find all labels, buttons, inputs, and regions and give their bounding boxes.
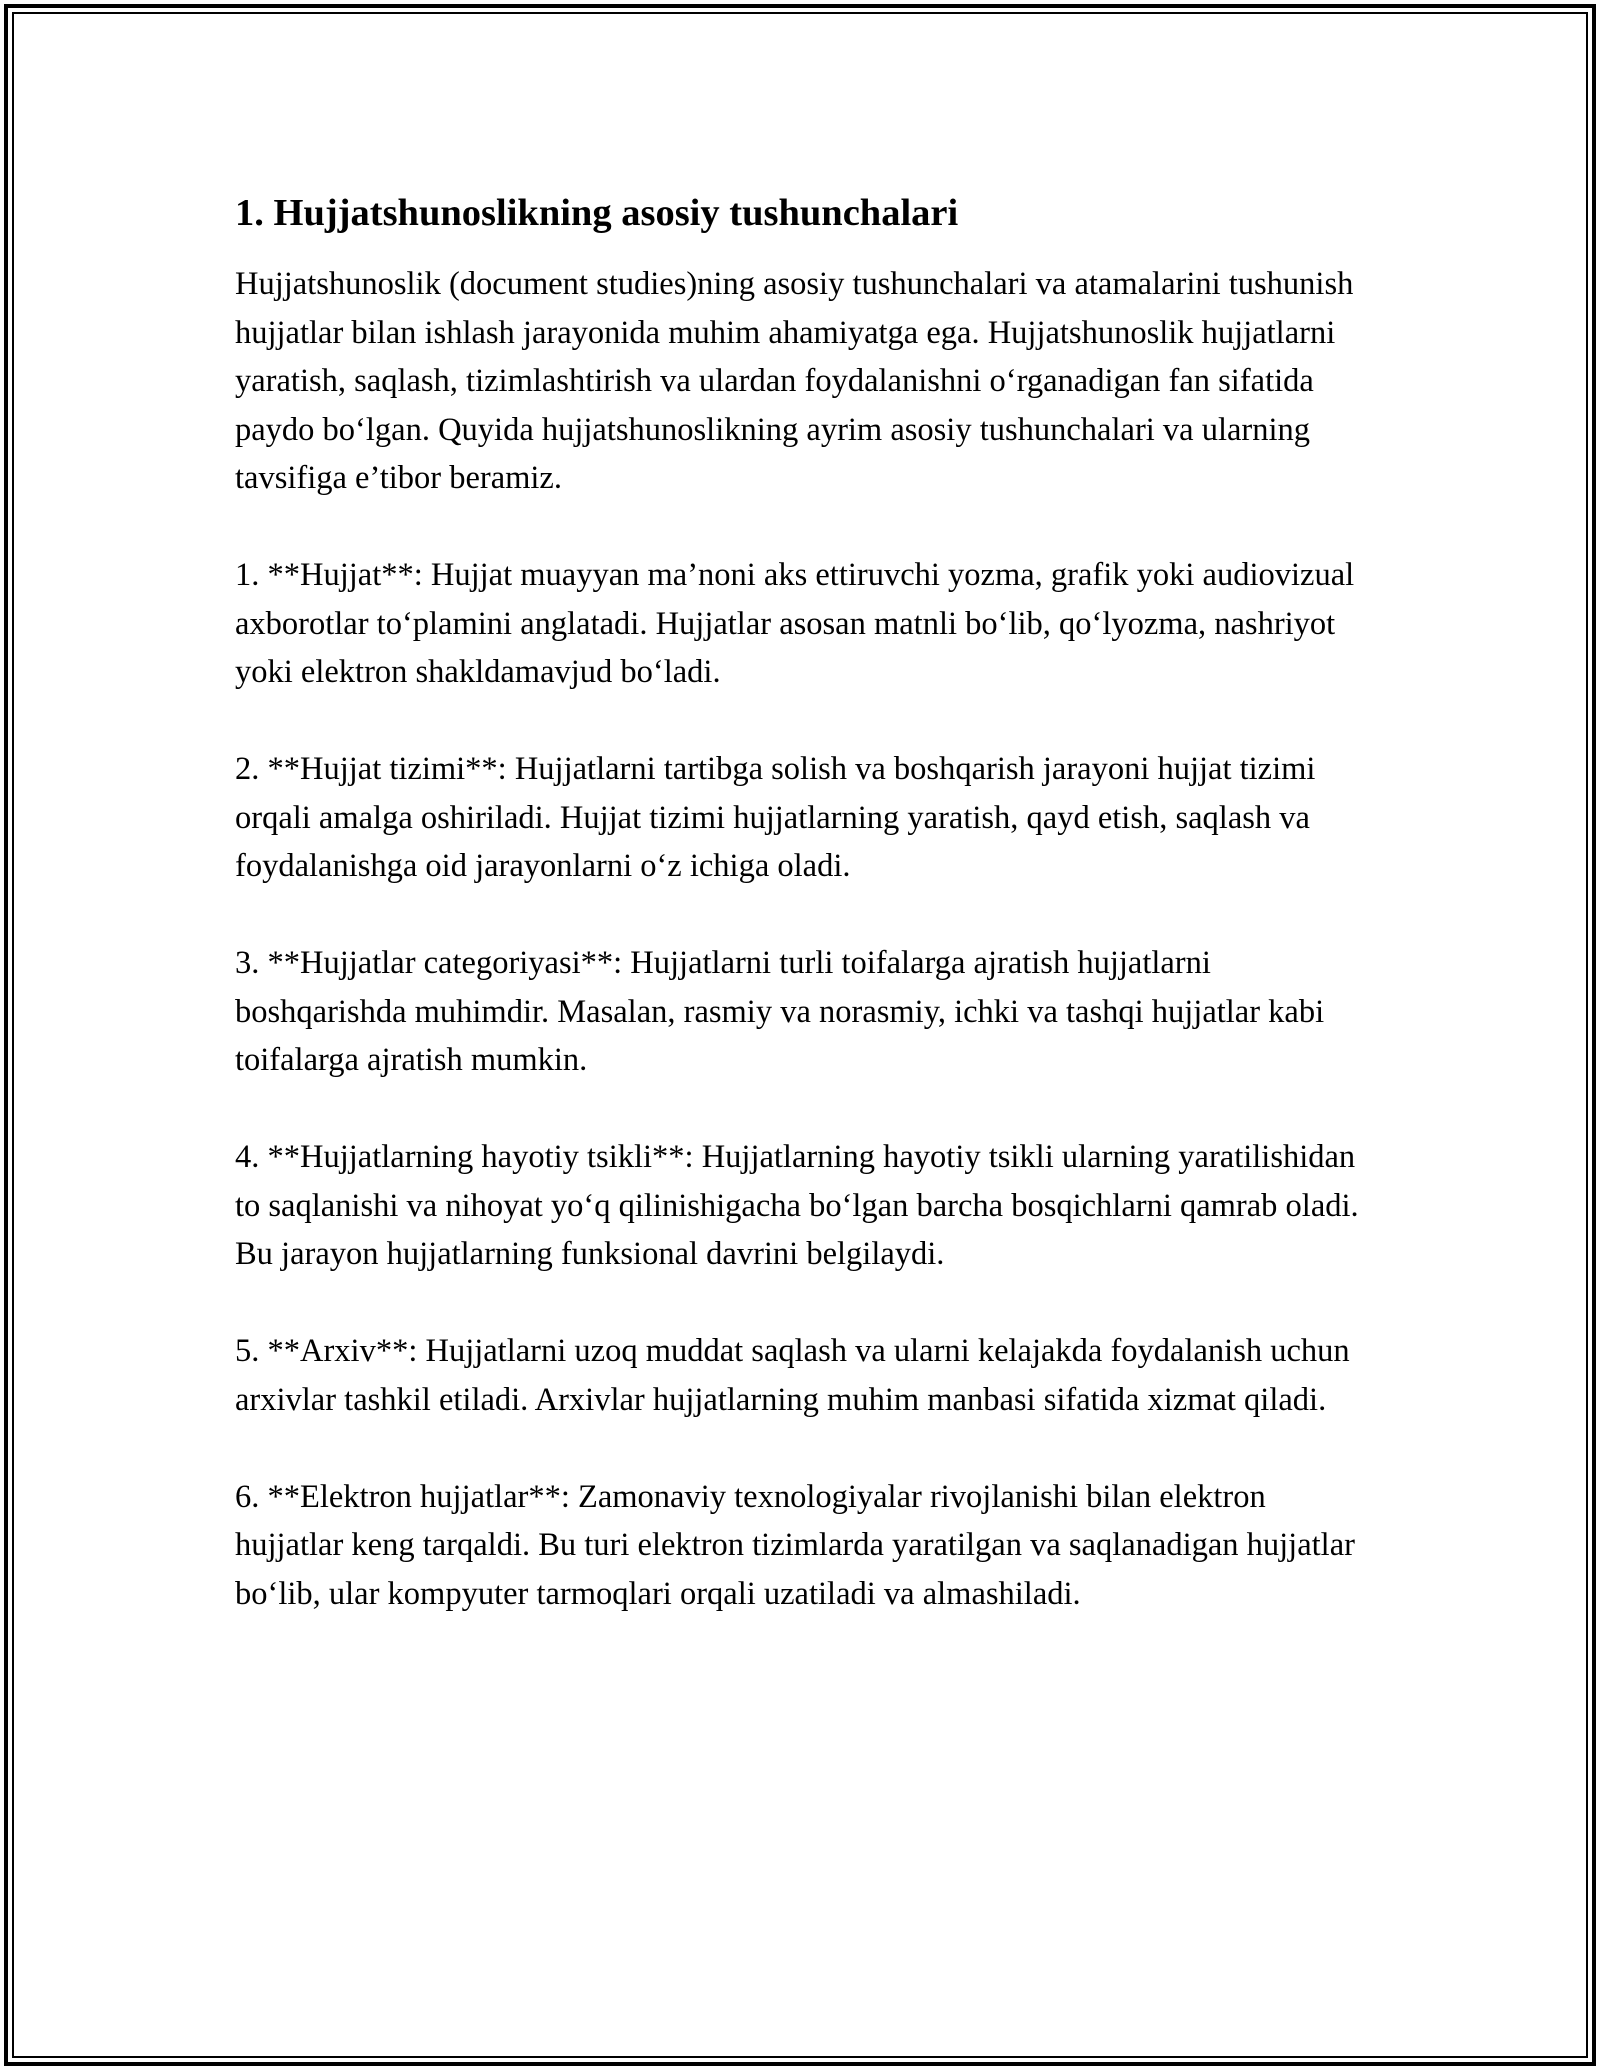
list-item-hujjatlar-categoriyasi: 3. **Hujjatlar categoriyasi**: Hujjatlarni turli toifalarga ajratish hujjatlarni boshqarishda muhimdir. Masalan, rasmiy va norasmiy, ichki va tashqi hujjatlar kabi toifalarga ajratish mumkin. — [235, 945, 1325, 1078]
list-item-hayotiy-tsikli: 4. **Hujjatlarning hayotiy tsikli**: Hujjatlarning hayotiy tsikli ularning yaratilishidan to saqlanishi va nihoyat yo‘q qilinishigacha bo‘lgan barcha bosqichlarni qamrab oladi. Bu jarayon hujjatlarning funksional davrini belgilaydi. — [235, 1139, 1359, 1272]
list-item-hujjat-tizimi: 2. **Hujjat tizimi**: Hujjatlarni tartibga solish va boshqarish jarayoni hujjat tizimi orqali amalga oshiriladi. Hujjat tizimi hujjatlarning yaratish, qayd etish, saqlash va foydalanishga oid jarayonlarni o‘z ichiga oladi. — [235, 751, 1316, 884]
list-item-arxiv: 5. **Arxiv**: Hujjatlarni uzoq muddat saqlash va ularni kelajakda foydalanish uchun arxivlar tashkil etiladi. Arxivlar hujjatlarning muhim manbasi sifatida xizmat qiladi. — [235, 1333, 1350, 1418]
list-item-elektron-hujjatlar: 6. **Elektron hujjatlar**: Zamonaviy texnologiyalar rivojlanishi bilan elektron hujjatlar keng tarqaldi. Bu turi elektron tizimlarda yaratilgan va saqlanadigan hujjatlar bo‘lib, ular kompyuter tarmoqlari orqali uzatiladi va almashiladi. — [235, 1478, 1355, 1612]
intro-paragraph: Hujjatshunoslik (document studies)ning asosiy tushunchalari va atamalarini tushunish hujjatlar bilan ishlash jarayonida muhim ahamiyatga ega. Hujjatshunoslik hujjatlarni yaratish, saqlash, tizimlashtirish va ulardan foydalanishni o‘rganadigan fan sifatida paydo bo‘lgan. Quyida hujjatshunoslikning ayrim asosiy tushunchalari va ularning tavsifiga e’tibor beramiz. — [235, 266, 1354, 496]
list-item-hujjat: 1. **Hujjat**: Hujjat muayyan ma’noni aks ettiruvchi yozma, grafik yoki audiovizual axborotlar to‘plamini anglatadi. Hujjatlar asosan matnli bo‘lib, qo‘lyozma, nashriyot yoki elektron shakldamavjud bo‘ladi. — [235, 557, 1355, 690]
document-body — [235, 188, 1370, 1618]
section-heading: 1. Hujjatshunoslikning asosiy tushunchalari — [235, 192, 959, 234]
